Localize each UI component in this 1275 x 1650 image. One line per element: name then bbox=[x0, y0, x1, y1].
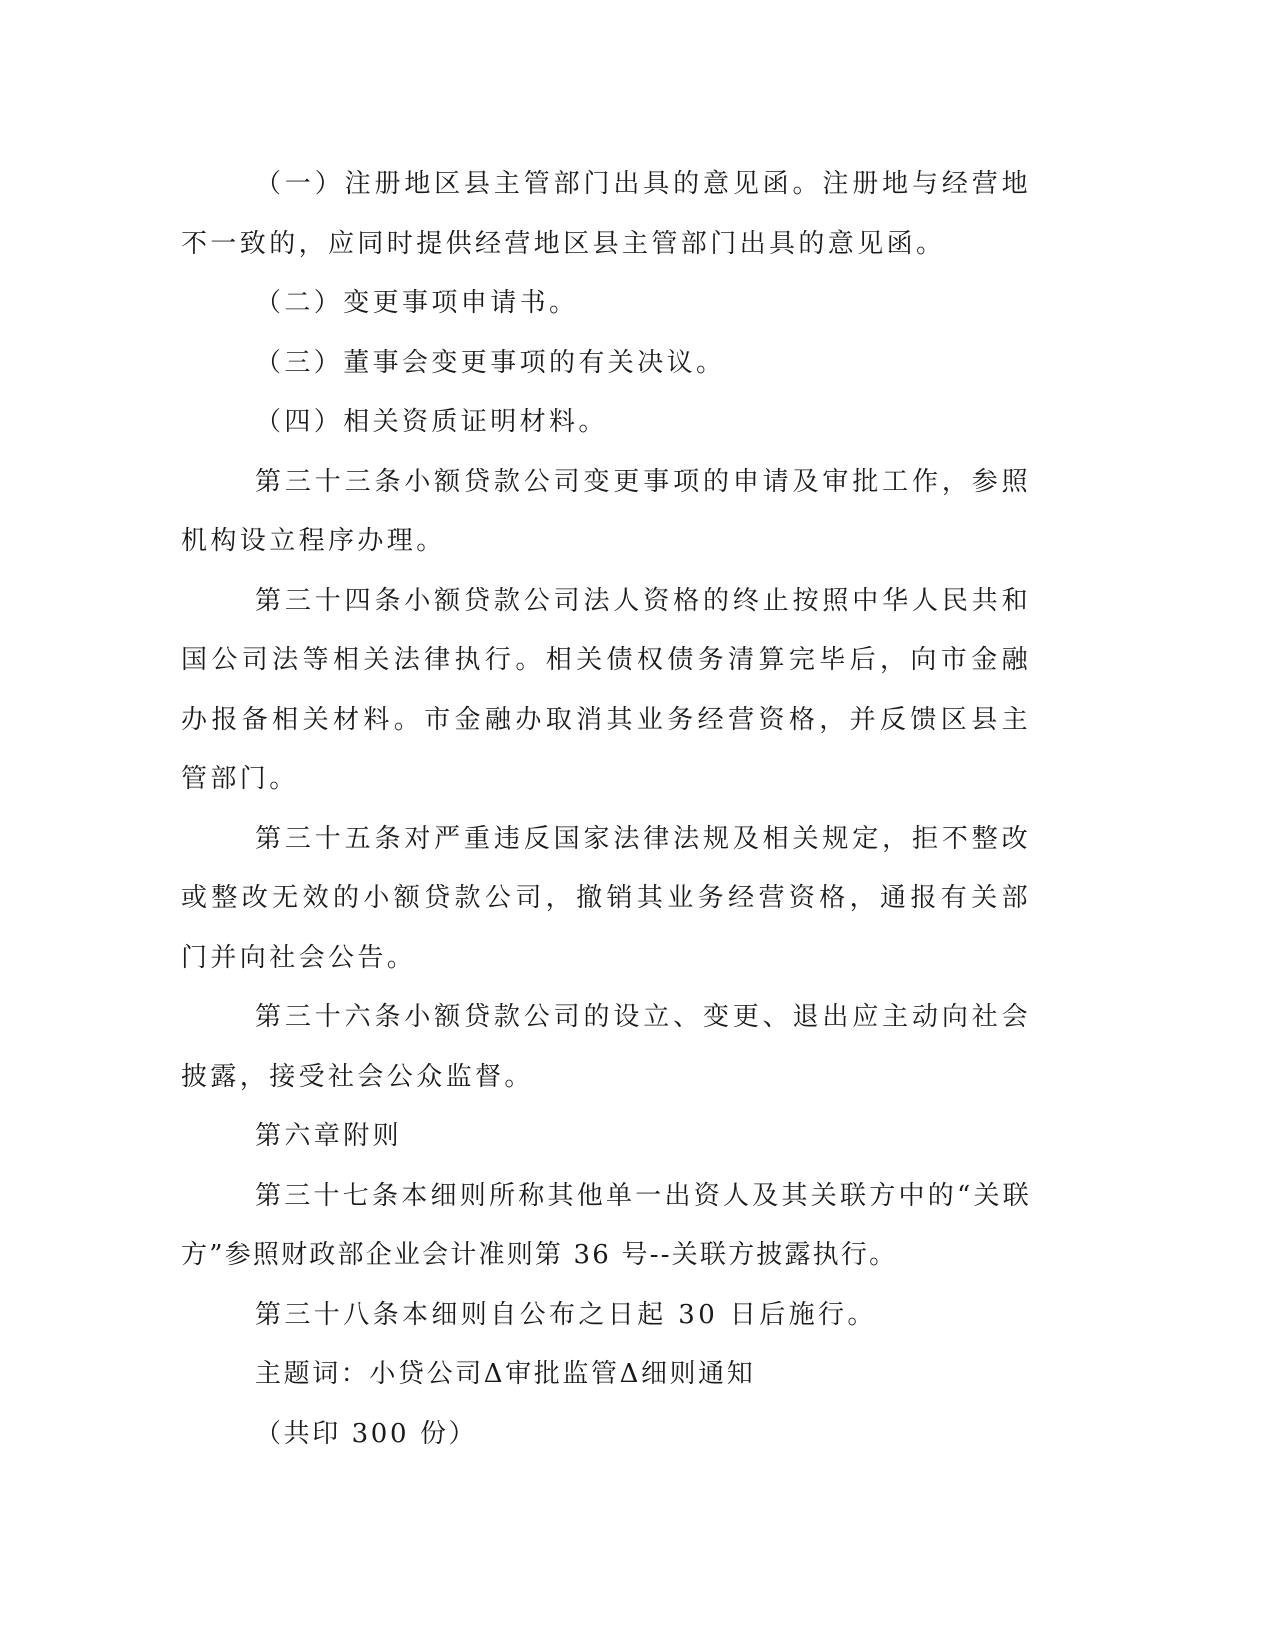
article-38: 第三十八条本细则自公布之日起 30 日后施行。 bbox=[255, 1299, 877, 1330]
document-body bbox=[181, 155, 1031, 1464]
paragraph-item-2: （二）变更事项申请书。 bbox=[255, 288, 579, 318]
paragraph-item-3: （三）董事会变更事项的有关决议。 bbox=[255, 347, 726, 378]
article-33: 第三十三条小额贷款公司变更事项的申请及审批工作，参照机构设立程序办理。 bbox=[181, 466, 1031, 556]
subject-keywords: 主题词：小贷公司Δ审批监管Δ细则通知 bbox=[255, 1359, 756, 1389]
article-37: 第三十七条本细则所称其他单一出资人及其关联方中的“关联方”参照财政部企业会计准则第 36 号--关联方披露执行。 bbox=[181, 1180, 1031, 1270]
chapter-heading: 第六章附则 bbox=[255, 1121, 403, 1151]
paragraph-item-1: （一）注册地区县主管部门出具的意见函。注册地与经营地不一致的，应同时提供经营地区县主管部门出具的意见函。 bbox=[181, 169, 1031, 259]
article-35: 第三十五条对严重违反国家法律法规及相关规定，拒不整改或整改无效的小额贷款公司，撤销其业务经营资格，通报有关部门并向社会公告。 bbox=[181, 823, 1031, 973]
article-34: 第三十四条小额贷款公司法人资格的终止按照中华人民共和国公司法等相关法律执行。相关债权债务清算完毕后，向市金融办报备相关材料。市金融办取消其业务经营资格，并反馈区县主管部门。 bbox=[181, 585, 1031, 794]
article-36: 第三十六条小额贷款公司的设立、变更、退出应主动向社会披露，接受社会公众监督。 bbox=[181, 1002, 1031, 1092]
print-count: （共印 300 份） bbox=[255, 1418, 478, 1449]
paragraph-item-4: （四）相关资质证明材料。 bbox=[255, 407, 608, 437]
